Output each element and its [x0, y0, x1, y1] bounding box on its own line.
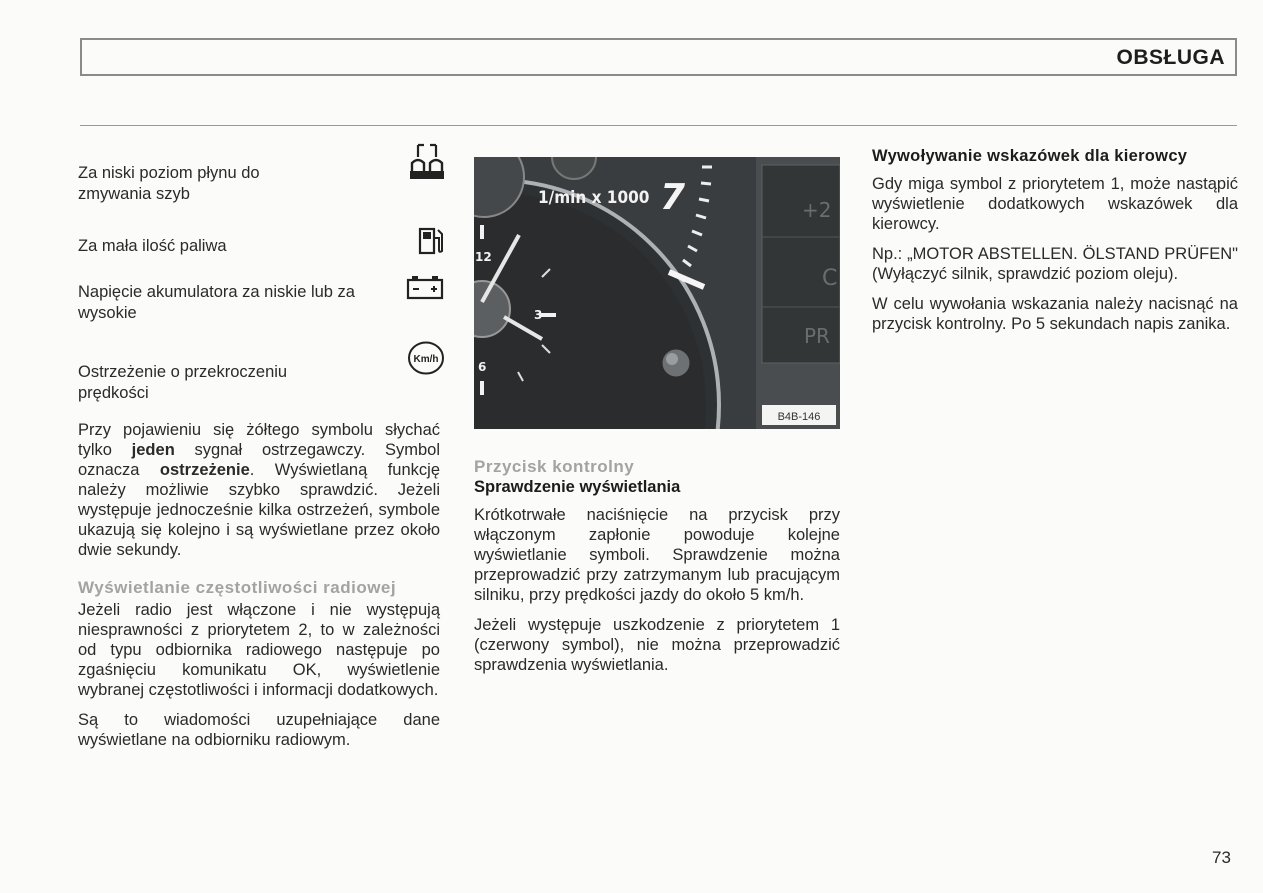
gauge-tick-6: 6 [478, 360, 487, 374]
gauge-tick-3: 3 [534, 308, 543, 322]
paragraph-priority-error: Jeżeli występuje uszkodzenie z priorytetem 1 (czerwony symbol), nie można przeprowadzić sprawdzenia wyświetlania. [474, 616, 840, 674]
gauge-big-number: 7 [660, 177, 686, 218]
gauge-tick-12: 12 [475, 250, 492, 264]
page-title: OBSŁUGA [1116, 46, 1225, 69]
instrument-cluster-photo [474, 157, 840, 429]
fuel-pump-icon [418, 226, 444, 261]
display-value-1: +2 [802, 198, 832, 222]
heading-driver-hints: Wywoływanie wskazówek dla kierowcy [872, 147, 1188, 165]
speed-icon-label: Km/h [413, 354, 439, 365]
warning-washer-fluid-text: Za niski poziom płynu do zmywania szyb [78, 164, 260, 203]
middle-column [474, 457, 840, 685]
paragraph-hint-call: W celu wywołania wskazania należy nacisnąć na przycisk kontrolny. Po 5 sekundach napis zanika. [872, 295, 1238, 333]
speed-kmh-icon [406, 340, 446, 381]
section-heading-radio: Wyświetlanie częstotliwości radiowej [78, 578, 397, 597]
warning-fuel-text: Za mała ilość paliwa [78, 237, 227, 255]
warning-battery-text: Napięcie akumulatora za niskie lub za wysokie [78, 283, 355, 322]
left-column [78, 420, 440, 760]
paragraph-driver-hints: Gdy miga symbol z priorytetem 1, może nastąpić wyświetlenie dodatkowych wskazówek dla kierowcy. [872, 175, 1238, 233]
divider [80, 125, 1237, 126]
battery-icon [406, 274, 444, 305]
paragraph-radio-info: Są to wiadomości uzupełniające dane wyświetlane na odbiorniku radiowym. [78, 711, 440, 749]
paragraph-radio: Jeżeli radio jest włączone i nie występują niesprawności z priorytetem 2, to w zależności od typu odbiornika radiowego następuje po zgaśnięciu komunikatu OK, wyświetlenie wybranej częstotliwości i informacji dodatkowych. [78, 601, 440, 699]
washer-fluid-icon [408, 141, 446, 186]
header-box [80, 38, 1237, 76]
page-number: 73 [1212, 848, 1231, 867]
heading-control-button: Przycisk kontrolny [474, 457, 635, 476]
paragraph-display-check: Krótkotrwałe naciśnięcie na przycisk przy włączonym zapłonie powoduje kolejne wyświetlanie symboli. Sprawdzenie można przeprowadzić przy zatrzymanym lub pracującym silniku, przy prędkości jazdy do około 5 km/h. [474, 506, 840, 604]
paragraph-example: Np.: „MOTOR ABSTELLEN. ÖLSTAND PRÜFEN" (Wyłączyć silnik, sprawdzić poziom oleju). [872, 245, 1238, 283]
paragraph-warning-info: Przy pojawieniu się żółtego symbolu słychać tylko jeden sygnał ostrzegawczy. Symbol oznacza ostrzeżenie. Wyświetlaną funkcję należy możliwie szybko sprawdzić. Jeżeli występuje jednocześnie kilka ostrzeżeń, symbole ukazują się kolejno i są wyświetlane przez około dwie sekundy. [78, 421, 441, 559]
gauge-unit-label: 1/min x 1000 [538, 188, 650, 208]
right-column [872, 146, 1238, 344]
heading-display-check: Sprawdzenie wyświetlania [474, 478, 681, 496]
figure-code: B4B-146 [777, 411, 821, 423]
display-value-2: C [822, 266, 838, 291]
display-value-3: PR [804, 324, 830, 348]
warning-speed-text: Ostrzeżenie o przekroczeniu prędkości [78, 363, 288, 402]
